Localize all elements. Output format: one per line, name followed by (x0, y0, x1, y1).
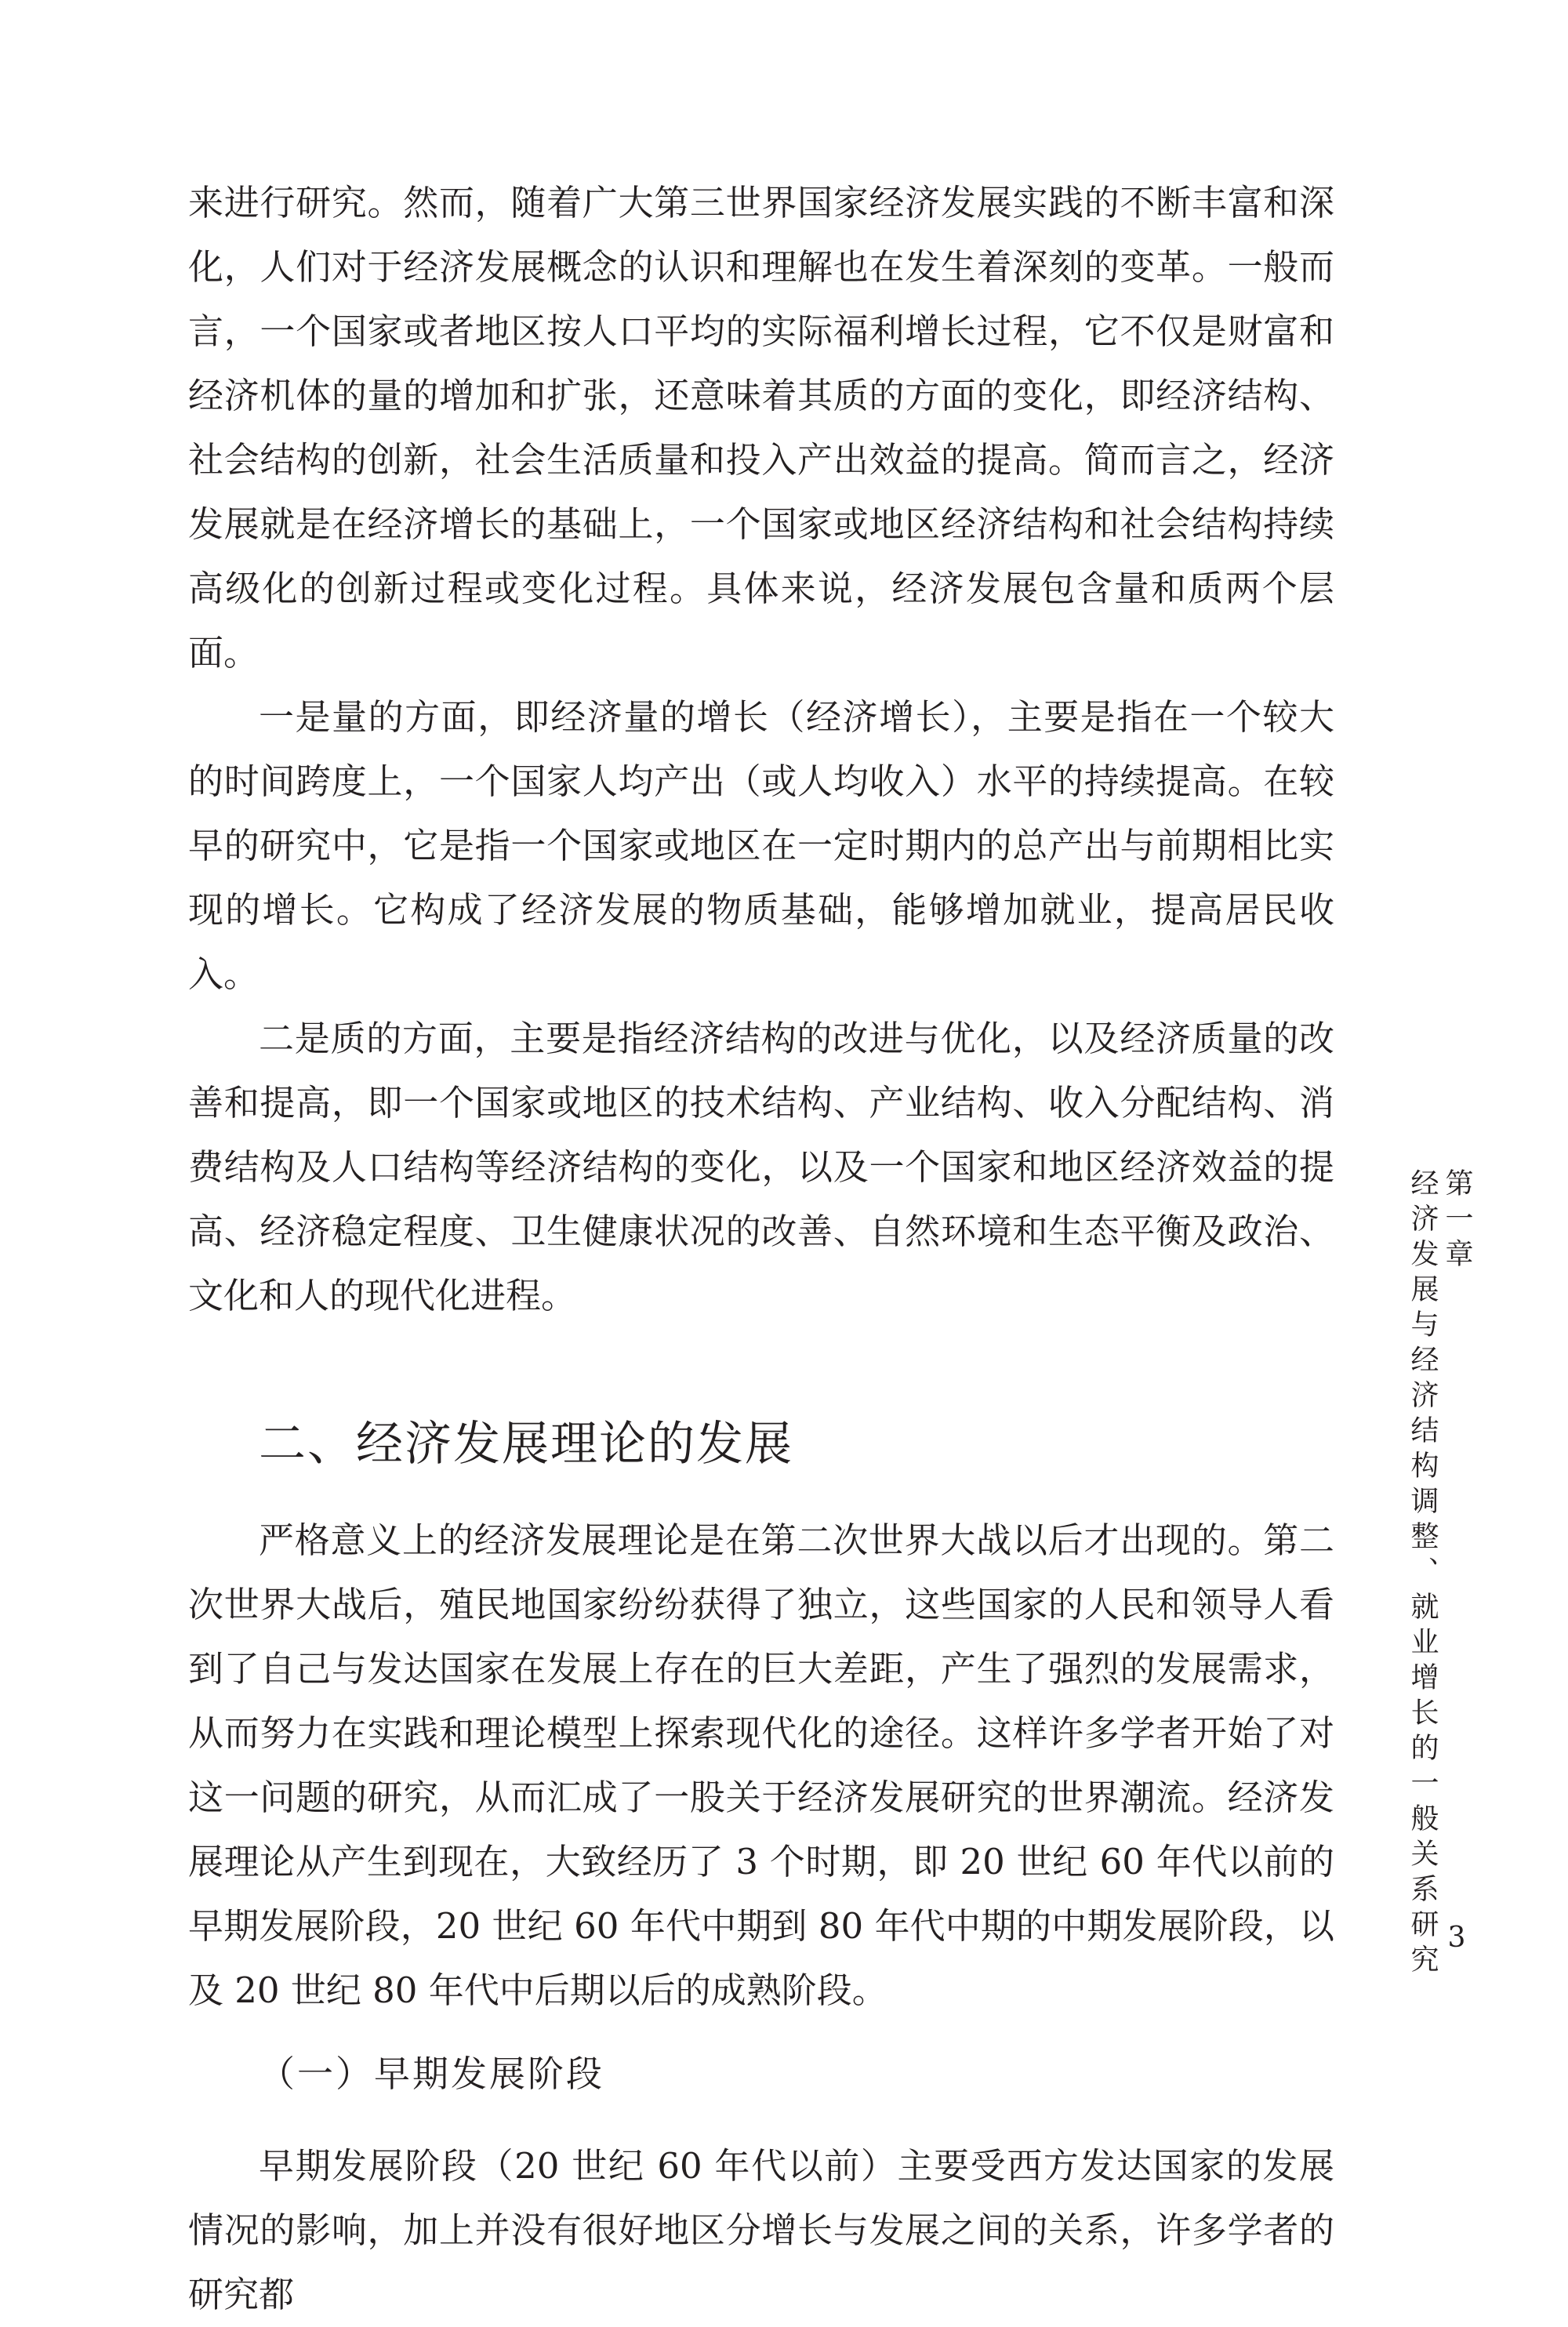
body-paragraph-3: 二是质的方面，主要是指经济结构的改进与优化，以及经济质量的改善和提高，即一个国家或地区的技术结构、产业结构、收入分配结构、消费结构及人口结构等经济结构的变化，以及一个国家和地区经济效益的提高、经济稳定程度、卫生健康状况的改善、自然环境和生态平衡及政治、文化和人的现代化进程。 (188, 1018, 1334, 1316)
page-number: 3 (1447, 1922, 1466, 1954)
body-paragraph-2: 一是量的方面，即经济量的增长（经济增长），主要是指在一个较大的时间跨度上，一个国家人均产出（或人均收入）水平的持续提高。在较早的研究中，它是指一个国家或地区在一定时期内的总产出与前期相比实现的增长。它构成了经济发展的物质基础，能够增加就业，提高居民收入。 (188, 696, 1334, 995)
chapter-title: 经济发展与经济结构调整、就业增长的一般关系研究 (1406, 1168, 1439, 1980)
section-heading: 二、经济发展理论的发展 (259, 1417, 793, 1472)
body-paragraph-1: 来进行研究。然而，随着广大第三世界国家经济发展实践的不断丰富和深化，人们对于经济发展概念的认识和理解也在发生着深刻的变革。一般而言，一个国家或者地区按人口平均的实际福利增长过程，它不仅是财富和经济机体的量的增加和扩张，还意味着其质的方面的变化，即经济结构、社会结构的创新，社会生活质量和投入产出效益的提高。简而言之，经济发展就是在经济增长的基础上，一个国家或地区经济结构和社会结构持续高级化的创新过程或变化过程。具体来说，经济发展包含量和质两个层面。 (188, 182, 1334, 673)
body-paragraph-5: 早期发展阶段（20 世纪 60 年代以前）主要受西方发达国家的发展情况的影响，加上并没有很好地区分增长与发展之间的关系，许多学者的研究都 (188, 2145, 1334, 2315)
subsection-heading: （一）早期发展阶段 (259, 2053, 604, 2095)
page-body (188, 171, 1334, 2327)
body-paragraph-4: 严格意义上的经济发展理论是在第二次世界大战以后才出现的。第二次世界大战后，殖民地国家纷纷获得了独立，这些国家的人民和领导人看到了自己与发达国家在发展上存在的巨大差距，产生了强烈的发展需求，从而努力在实践和理论模型上探索现代化的途径。这样许多学者开始了对这一问题的研究，从而汇成了一股关于经济发展研究的世界潮流。经济发展理论从产生到现在，大致经历了 3 个时期，即 20 世纪 60 年代以前的早期发展阶段，20 世纪 60 年代中期到 80 年代中期的中期发展阶段，以及 20 世纪 80 年代中后期以后的成熟阶段。 (188, 1519, 1334, 2011)
chapter-number: 第一章 (1441, 1168, 1473, 1274)
running-chapter-header (1406, 1168, 1474, 1980)
